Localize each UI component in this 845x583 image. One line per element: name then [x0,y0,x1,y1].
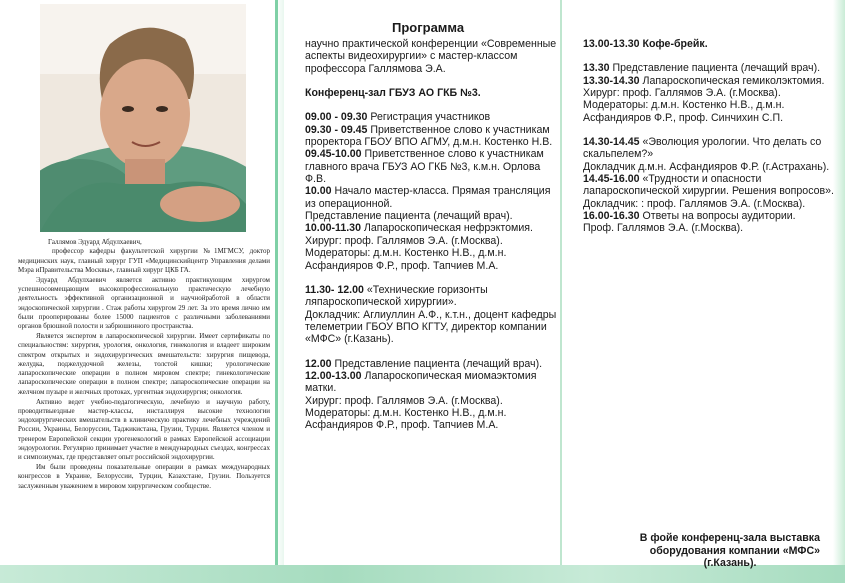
schedule-block-1 [305,111,557,271]
program-column-right [583,38,835,235]
fold-line-2 [560,0,562,583]
footer-line: В фойе конференц-зала выставка [639,532,820,544]
program-subtitle: научно практической конференции «Современные аспекты видеохирургии» с мастер-классом профессора Галлямова Э.А. [305,38,557,75]
schedule-block-2 [305,284,557,346]
schedule-item: Модераторы: д.м.н. Костенко Н.В., д.м.н. Асфандияров Ф.Р., проф. Тапчиев М.А. [305,247,507,272]
bio-paragraph: профессор кафедры факультетской хирургии №1МГМСУ, доктор медицинских наук, главный хирург ГУП «Медицинскийцентр Управления делами Мэра иПравительства Москвы», главный хирург ЦКБ ГА. [18,247,270,274]
bio-name: Галлямов Эдуард Абдулхаевич, [48,238,142,246]
moderators: Модераторы: д.м.н. Костенко Н.В., д.м.н. Асфандияров Ф.Р., проф. Синчихин С.П. [583,99,785,124]
footer-line: оборудования компании «МФС» [649,544,820,557]
schedule-item: 16.00-16.30 Ответы на вопросы аудитории. [583,210,796,223]
surgeon: Хирург: проф. Галлямов Э.А. (г.Москва). [583,87,781,100]
exhibition-note [600,532,820,570]
program-column [305,22,557,432]
bio-paragraph: Активно ведет учебно-педагогическую, лечебную и научную работу, проводитвыездные мастер-классы, инсталлируя высокие технологии эндохирургических вмешательств в клиническую практику лечебных учреждений России, Украины, Белоруссии, Таджикистана, Грузии, Турции. Является членом и тренером Европейской секции урогенекологий в рамках Европейской ассоциации эндоурологии. Регулярно принимает участие в международных съездах, конгрессах и симпозиумах, где представляет опыт российской эндохирургии. [18,397,270,462]
footer-line: (г.Казань). [703,557,757,569]
bio-paragraph: Является экспертом в лапароскопической хирургии. Имеет сертификаты по специальностям: хирургия, урология, онкология, гинекология и владеет широким спектром открытых и эндохирургических вмешательств: хирургия пищевода, желудка, поджелудочной железы, толстой кишки; урологические лапароскопические операции в полном мировом спектре; гинекологические лапароскопические операции в полном спектре; лапароскопические операции на желчном пузыре и желчных протоках, ургентная эндохирургия; онкология. [18,331,270,396]
program-title: Программа [392,20,465,35]
schedule-item: 13.30-14.30 Лапароскопическая гемиколэктомия. [583,74,825,87]
schedule-item: 09.00 - 09.30 Регистрация участников [305,111,491,124]
schedule-item: Модераторы: д.м.н. Костенко Н.В., д.м.н. Асфандияров Ф.Р., проф. Тапчиев М.А. [305,406,507,432]
schedule-item: 10.00 Начало мастер-класса. Прямая трансляция из операционной. [305,185,551,210]
schedule-item: 14.30-14.45 «Эволюция урологии. Что делать со скальпелем?» [583,136,822,161]
schedule-item: 11.30- 12.00 «Технические горизонты ляпароскопической хирургии». [305,283,488,309]
schedule-item: 09.45-10.00 Приветственное слово к участникам главного врача ГБУЗ АО ГКБ №3, к.м.н. Орлова Ф.В. [305,148,544,186]
schedule-item: Представление пациента (лечащий врач). [305,210,513,223]
bio-paragraph: Эдуард Абдулхаевич является активно практикующим хирургом успешносовмещающим высокопрофессиональную практическую лечебную деятельность эффективной организационной и научнойработой в области эндоскопической хирургии . Стаж работы хирургом 29 лет. За это время лично им были прооперированы более 15000 пациентов с различными заболеваниями органов брюшной полости и забрюшинного пространства. [18,275,270,331]
schedule-item: 12.00-13.00 Лапароскопическая миомаэктомия матки. [305,369,537,395]
biography [18,238,270,491]
schedule-item: Хирург: проф. Галлямов Э.А. (г.Москва). [305,234,503,247]
speaker: Докладчик д.м.н. Асфандияров Ф.Р. (г.Астрахань). [583,160,830,173]
schedule-item: 12.00 Представление пациента (лечащий врач). [305,357,543,370]
schedule-block-3 [305,358,557,432]
speaker: Проф. Галлямов Э.А. (г.Москва). [583,222,744,235]
venue: Конференц-зал ГБУЗ АО ГКБ №3. [305,87,481,100]
schedule-item: 14.45-16.00 «Трудности и опасности лапароскопической хирургии. Решения вопросов». [583,173,834,198]
coffee-break: 13.00-13.30 Кофе-брейк. [583,38,708,50]
schedule-item: Хирург: проф. Галлямов Э.А. (г.Москва). [305,394,503,407]
schedule-item: 10.00-11.30 Лапароскопическая нефрэктомия. [305,222,533,235]
bio-paragraph: Им были проведены показательные операции в рамках международных конгрессов в Украине, Белоруссии, Турции, Казахстане, Грузии. Пользуется заслуженным уважением в мировом хирургическом сообществе. [18,463,270,490]
schedule-item: Докладчик: Аглиуллин А.Ф., к.т.н., доцент кафедры телеметрии ГБОУ ВПО КГТУ, директор компании «МФС» (г.Казань). [305,308,557,346]
portrait-photo [40,4,246,232]
fold-line [275,0,278,583]
schedule-item: 13.30 Представление пациента (лечащий врач). [583,62,821,75]
schedule-item: 09.30 - 09.45 Приветственное слово к участникам проректора ГБОУ ВПО АГМУ, д.м.н. Костенко Н.В. [305,123,553,149]
speaker: Докладчик: : проф. Галлямов Э.А. (г.Москва). [583,197,806,210]
